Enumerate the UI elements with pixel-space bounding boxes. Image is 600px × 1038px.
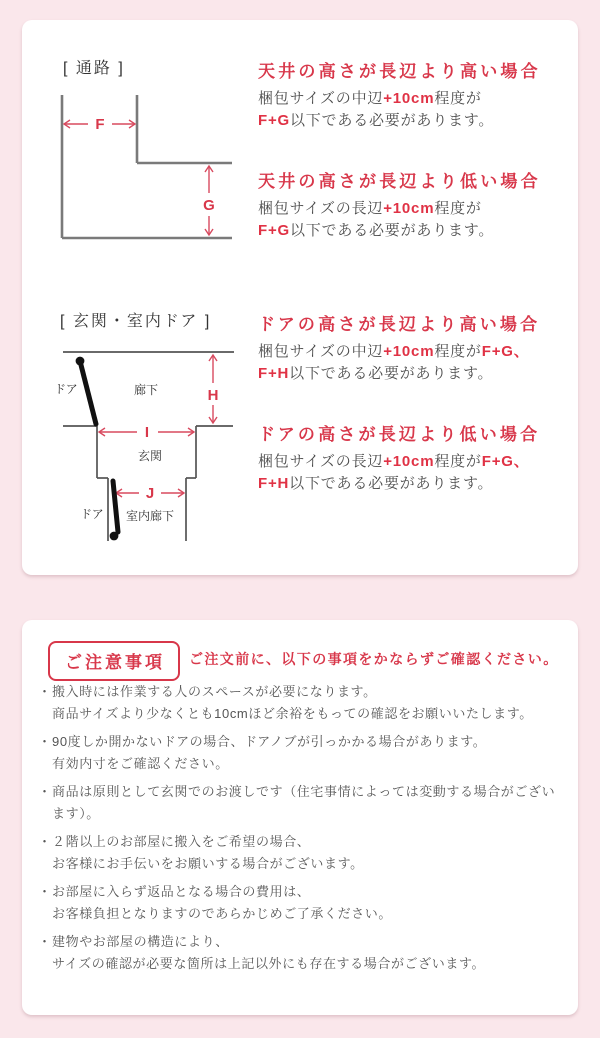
text-plain: 以下である必要があります。: [289, 475, 494, 492]
note-line: サイズの確認が必要な箇所は上記以外にも存在する場合がございます。: [52, 956, 486, 971]
text-accent: +10cm: [383, 90, 435, 107]
text-plain: 程度が: [434, 343, 482, 360]
text-accent: F+G: [258, 222, 290, 239]
bullet-marker: ・: [38, 734, 52, 749]
front-door-label: ドア: [54, 382, 78, 396]
inner-door-label: ドア: [80, 507, 104, 521]
note-line: 搬入時には作業する人のスペースが必要になります。: [52, 684, 377, 699]
ceiling-lower-text: [258, 198, 576, 242]
dimension-j-label: J: [145, 485, 155, 502]
notes-list: [38, 681, 568, 981]
size-check-card: [22, 20, 578, 575]
dimension-i-label: I: [144, 424, 150, 441]
front-door-swing: [76, 357, 96, 424]
text-plain: 梱包サイズの中辺: [258, 90, 384, 107]
inner-hallway-label: 室内廊下: [125, 509, 175, 523]
bullet-marker: ・: [38, 834, 52, 849]
hallway-label: 廊下: [133, 383, 159, 397]
corridor-walls: [62, 95, 232, 238]
door-line: [113, 481, 118, 532]
bullet-marker: ・: [38, 784, 52, 799]
text-accent: +10cm: [383, 453, 435, 470]
inner-door-swing: [110, 481, 119, 540]
list-item: [38, 781, 568, 825]
note-line: 建物やお部屋の構造により、: [52, 934, 229, 949]
door-hinge-dot: [110, 532, 119, 541]
list-item: [38, 831, 568, 875]
entrance-section-label: [ 玄関・室内ドア ]: [60, 313, 212, 330]
notice-lead-text: ご注文前に、以下の事項をかならずご確認ください。: [189, 651, 559, 667]
passage-section-label: [ 通路 ]: [63, 60, 125, 77]
dimension-g-label: G: [203, 197, 215, 214]
list-item: [38, 731, 568, 775]
door-higher-text: [258, 341, 576, 385]
text-plain: 程度が: [434, 90, 482, 107]
note-line: 商品サイズより少なくとも10cmほど余裕をもっての確認をお願いいたします。: [52, 706, 533, 721]
note-line: お客様にお手伝いをお願いする場合がございます。: [52, 856, 364, 871]
text-plain: 以下である必要があります。: [289, 365, 494, 382]
passage-corridor-diagram: [40, 88, 250, 250]
text-plain: 程度が: [434, 200, 482, 217]
dimension-h-label: H: [207, 387, 219, 404]
entrance-door-diagram: [40, 345, 255, 555]
text-accent: F+G、: [481, 343, 530, 360]
note-line: 有効内寸をご確認ください。: [52, 756, 229, 771]
text-plain: 以下である必要があります。: [290, 112, 495, 129]
text-plain: 梱包サイズの長辺: [258, 453, 384, 470]
list-item: [38, 881, 568, 925]
list-item: [38, 931, 568, 975]
dimension-f-label: F: [95, 116, 105, 133]
text-accent: F+G、: [481, 453, 530, 470]
ceiling-higher-title: 天井の高さが長辺より高い場合: [258, 62, 541, 81]
note-line: 90度しか開かないドアの場合、ドアノブが引っかかる場合があります。: [52, 734, 487, 749]
door-higher-title: ドアの高さが長辺より高い場合: [258, 315, 541, 334]
bullet-marker: ・: [38, 934, 52, 949]
list-item: [38, 681, 568, 725]
text-plain: 梱包サイズの長辺: [258, 200, 384, 217]
text-plain: 程度が: [434, 453, 482, 470]
text-accent: +10cm: [383, 200, 435, 217]
notice-badge: ご注意事項: [48, 641, 180, 681]
text-accent: F+H: [258, 475, 290, 492]
text-accent: F+H: [258, 365, 290, 382]
ceiling-higher-text: [258, 88, 576, 132]
note-line: ２階以上のお部屋に搬入をご希望の場合、: [52, 834, 311, 849]
ceiling-lower-title: 天井の高さが長辺より低い場合: [258, 172, 541, 191]
door-lower-title: ドアの高さが長辺より低い場合: [258, 425, 541, 444]
notes-card: [22, 620, 578, 1015]
text-plain: 以下である必要があります。: [290, 222, 495, 239]
bullet-marker: ・: [38, 684, 52, 699]
text-accent: +10cm: [383, 343, 435, 360]
note-line: 商品は原則として玄関でのお渡しです（住宅事情によっては変動する場合がございます）。: [52, 784, 556, 821]
door-lower-text: [258, 451, 576, 495]
note-line: お客様負担となりますのであらかじめご了承ください。: [52, 906, 393, 921]
bullet-marker: ・: [38, 884, 52, 899]
door-line: [80, 361, 96, 424]
text-plain: 梱包サイズの中辺: [258, 343, 384, 360]
entry-label: 玄関: [137, 449, 163, 463]
text-accent: F+G: [258, 112, 290, 129]
note-line: お部屋に入らず返品となる場合の費用は、: [52, 884, 311, 899]
